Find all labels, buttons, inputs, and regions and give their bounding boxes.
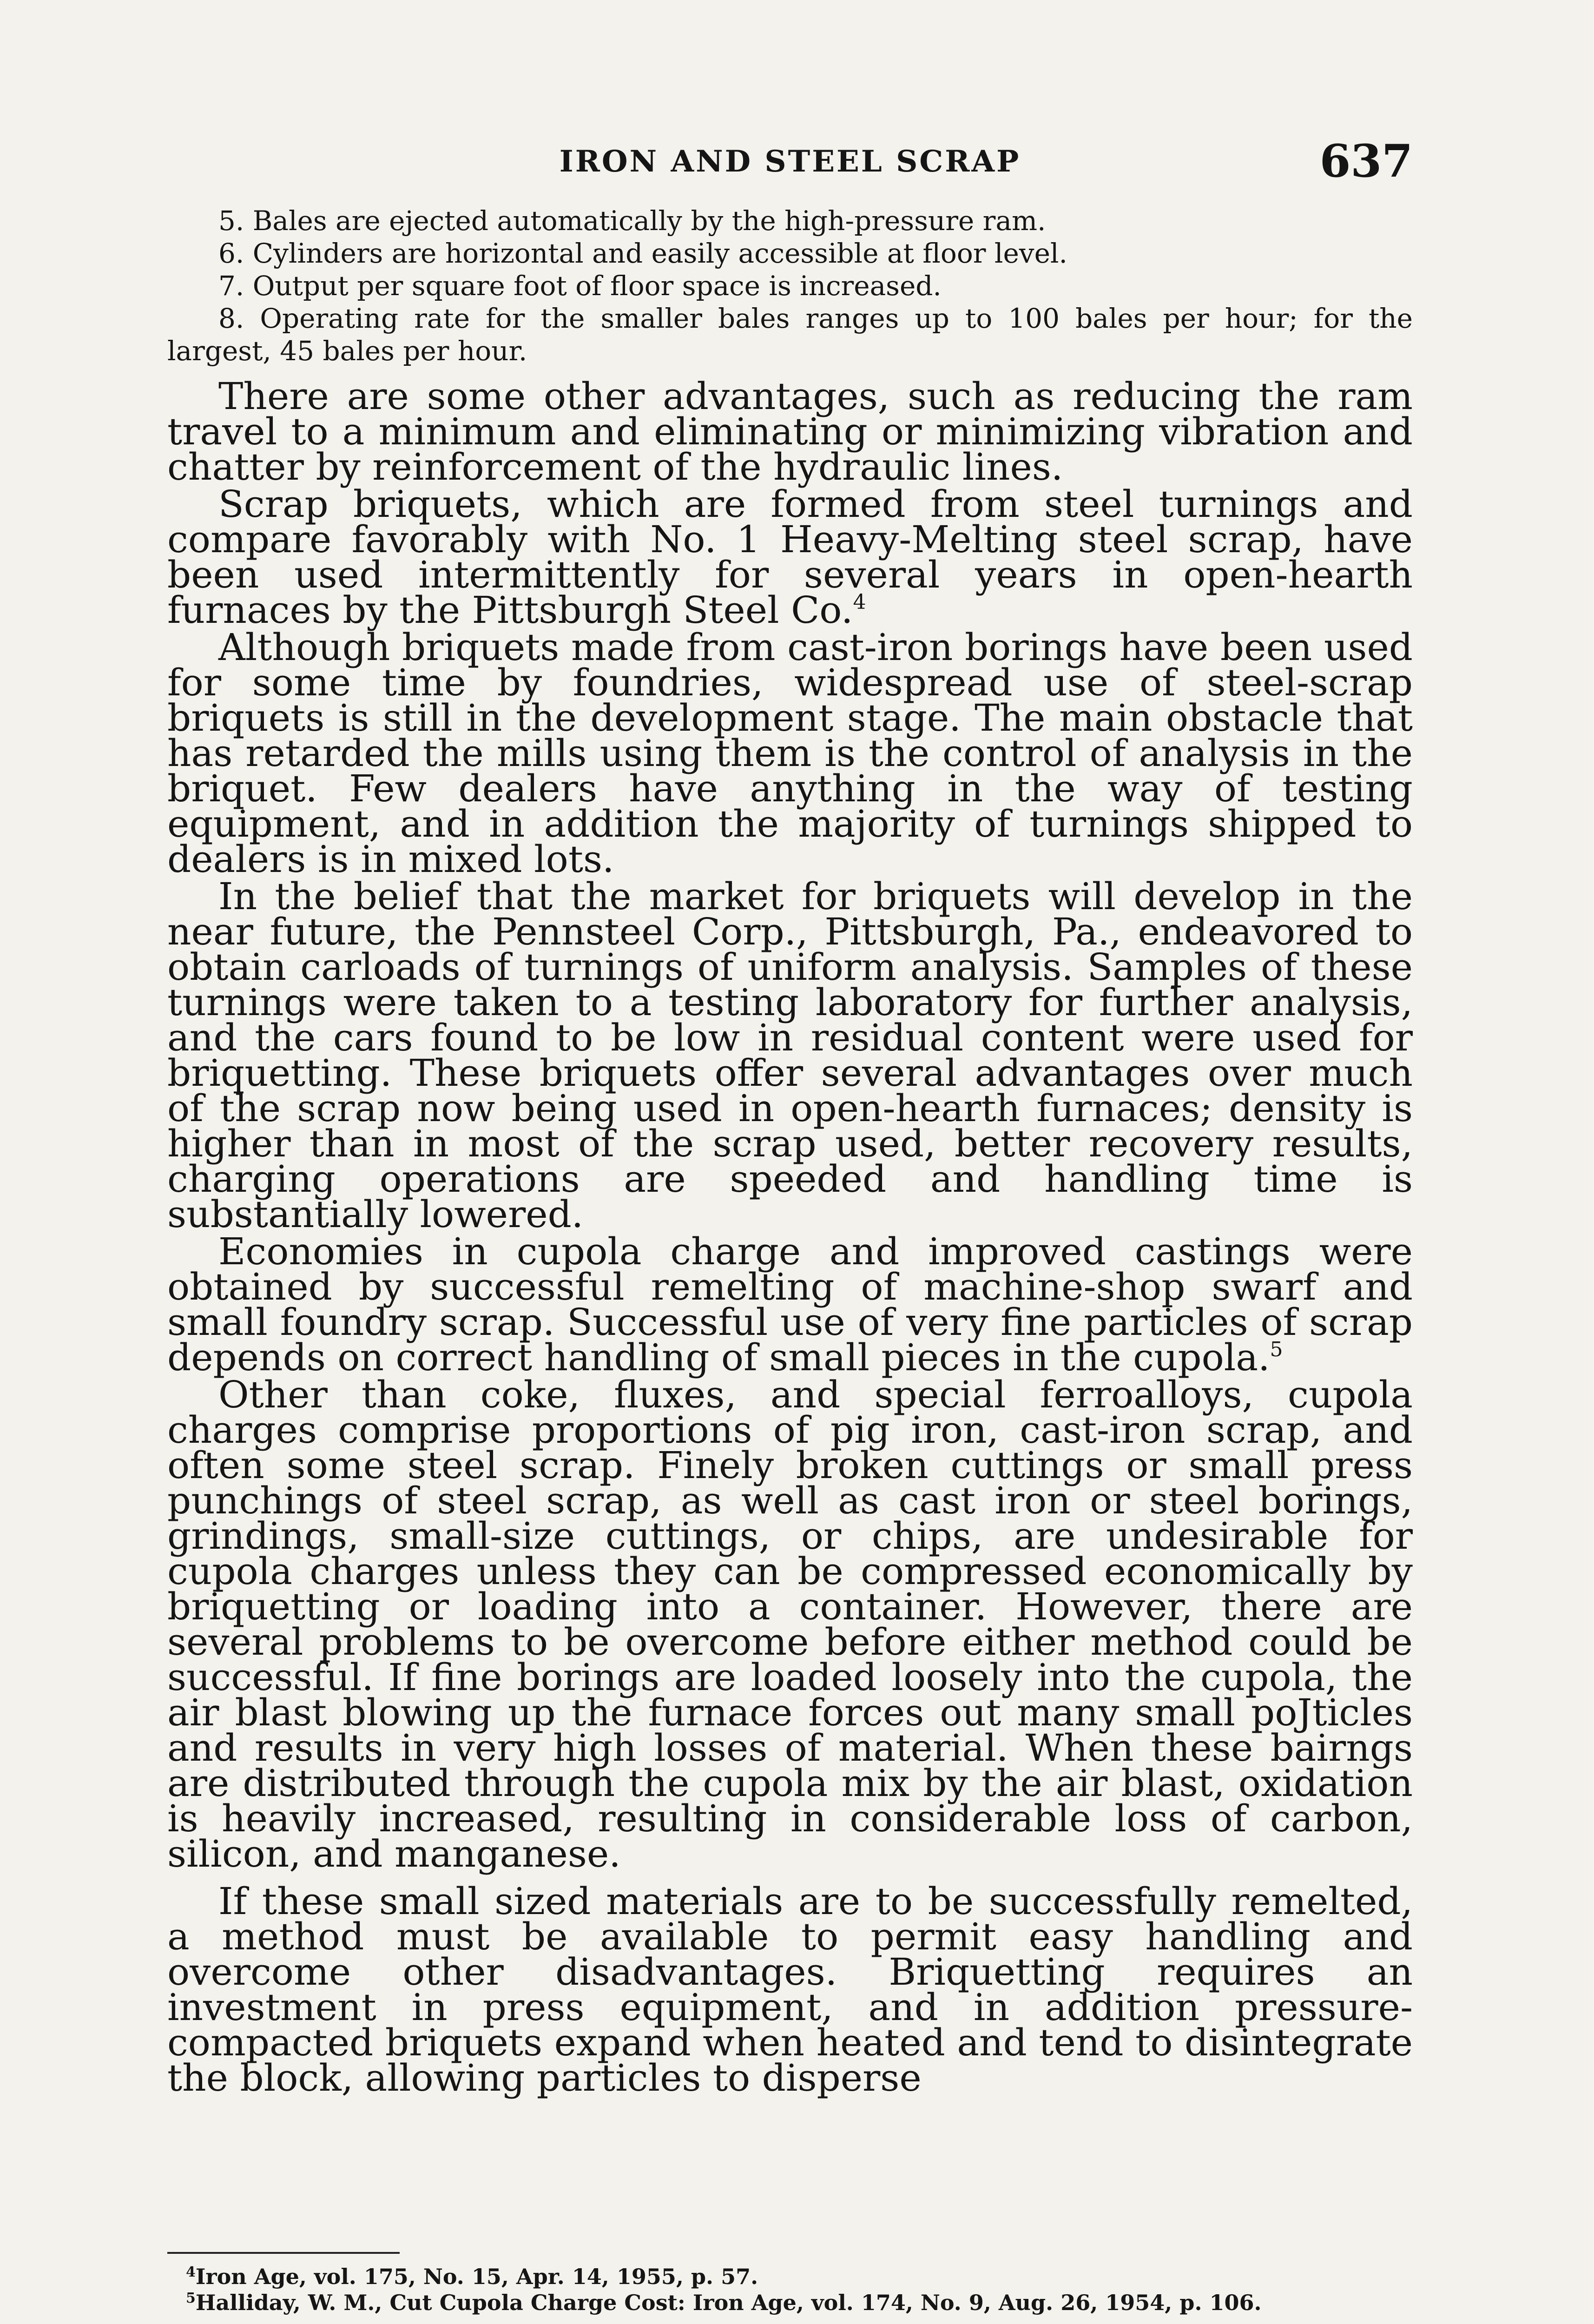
footnote-mark: 5	[186, 2290, 196, 2306]
running-title: IRON AND STEEL SCRAP	[559, 144, 1021, 179]
footnote-mark: 4	[186, 2264, 196, 2280]
body-text	[167, 375, 1413, 2100]
footnote-ref: 4	[853, 590, 866, 614]
page-number: 637	[1319, 135, 1413, 187]
paragraph-text: If these small sized materials are to be successfully remelted, a method must be available to permit easy handling and overcome other disadvantages. Briquetting requires an investment in press equipment, and in addition pressure-compacted briquets expand when heated and tend to disintegrate the block, allowing particles to disperse	[167, 1880, 1413, 2100]
footnote-ref: 5	[1270, 1338, 1283, 1361]
paragraph-text: Although briquets made from cast-iron borings have been used for some time by foundries, widespread use of steel-scrap briquets is still in the development stage. The main obstacle that has retarded the mills using them is the control of analysis in the briquet. Few dealers have anything in the way of testing equipment, and in addition the majority of turnings shipped to dealers is in mixed lots.	[167, 626, 1413, 881]
footnotes	[167, 2264, 1413, 2316]
paragraph	[167, 875, 1413, 1236]
footnote-text: Iron Age, vol. 175, No. 15, Apr. 14, 1955, p. 57.	[195, 2264, 758, 2289]
paragraph	[167, 1373, 1413, 1875]
paragraph-text: There are some other advantages, such as reducing the ram travel to a minimum and eliminating or minimizing vibration and chatter by reinforcement of the hydraulic lines.	[167, 375, 1413, 489]
numbered-list	[167, 205, 1413, 367]
list-item: 6. Cylinders are horizontal and easily accessible at floor level.	[218, 238, 1067, 269]
list-item: 7. Output per square foot of floor space is increased.	[218, 270, 942, 302]
paragraph-text: Other than coke, fluxes, and special ferroalloys, cupola charges comprise proportions of pig iron, cast-iron scrap, and often some steel scrap. Finely broken cuttings or small press punchings of steel scrap, as well as cast iron or steel borings, grindings, small-size cuttings, or chips, are undesirable for cupola charges unless they can be compressed economically by briquetting or loading into a container. However, there are several problems to be overcome before either method could be successful. If fine borings are loaded loosely into the cupola, the air blast blowing up the furnace forces out many small poJticles and results in very high losses of material. When these bairngs are distributed through the cupola mix by the air blast, oxidation is heavily increased, resulting in considerable loss of carbon, silicon, and manganese.	[167, 1373, 1413, 1875]
paragraph-text: In the belief that the market for briquets will develop in the near future, the Pennsteel Corp., Pittsburgh, Pa., endeavored to obtain carloads of turnings of uniform analysis. Samples of these turnings were taken to a testing laboratory for further analysis, and the cars found to be low in residual content were used for briquetting. These briquets offer several advantages over much of the scrap now being used in open-hearth furnaces; density is higher than in most of the scrap used, better recovery results, charging operations are speeded and handling time is substantially lowered.	[167, 875, 1413, 1236]
footnote	[167, 2264, 1413, 2290]
paragraph	[167, 1880, 1413, 2100]
paragraph-text: Scrap briquets, which are formed from steel turnings and compare favorably with No. 1 Heavy-Melting steel scrap, have been used intermittently for several years in open-hearth furnaces by the Pittsburgh Steel Co.	[167, 482, 1413, 632]
paragraph	[167, 482, 1413, 632]
paragraph	[167, 626, 1413, 881]
list-item: 8. Operating rate for the smaller bales ranges up to 100 bales per hour; for the largest, 45 bales per hour.	[167, 303, 1413, 367]
paragraph	[167, 375, 1413, 489]
list-item: 5. Bales are ejected automatically by the high-pressure ram.	[218, 205, 1046, 237]
footnote	[167, 2290, 1413, 2316]
paragraph-text: Economies in cupola charge and improved castings were obtained by successful remelting of machine-shop swarf and small foundry scrap. Successful use of very fine particles of scrap depends on correct handling of small pieces in the cupola.	[167, 1230, 1413, 1379]
page-header	[167, 135, 1413, 187]
footnote-text: Halliday, W. M., Cut Cupola Charge Cost: Iron Age, vol. 174, No. 9, Aug. 26, 1954, p. 106.	[195, 2290, 1262, 2315]
footnote-divider	[167, 2252, 400, 2254]
paragraph	[167, 1230, 1413, 1379]
